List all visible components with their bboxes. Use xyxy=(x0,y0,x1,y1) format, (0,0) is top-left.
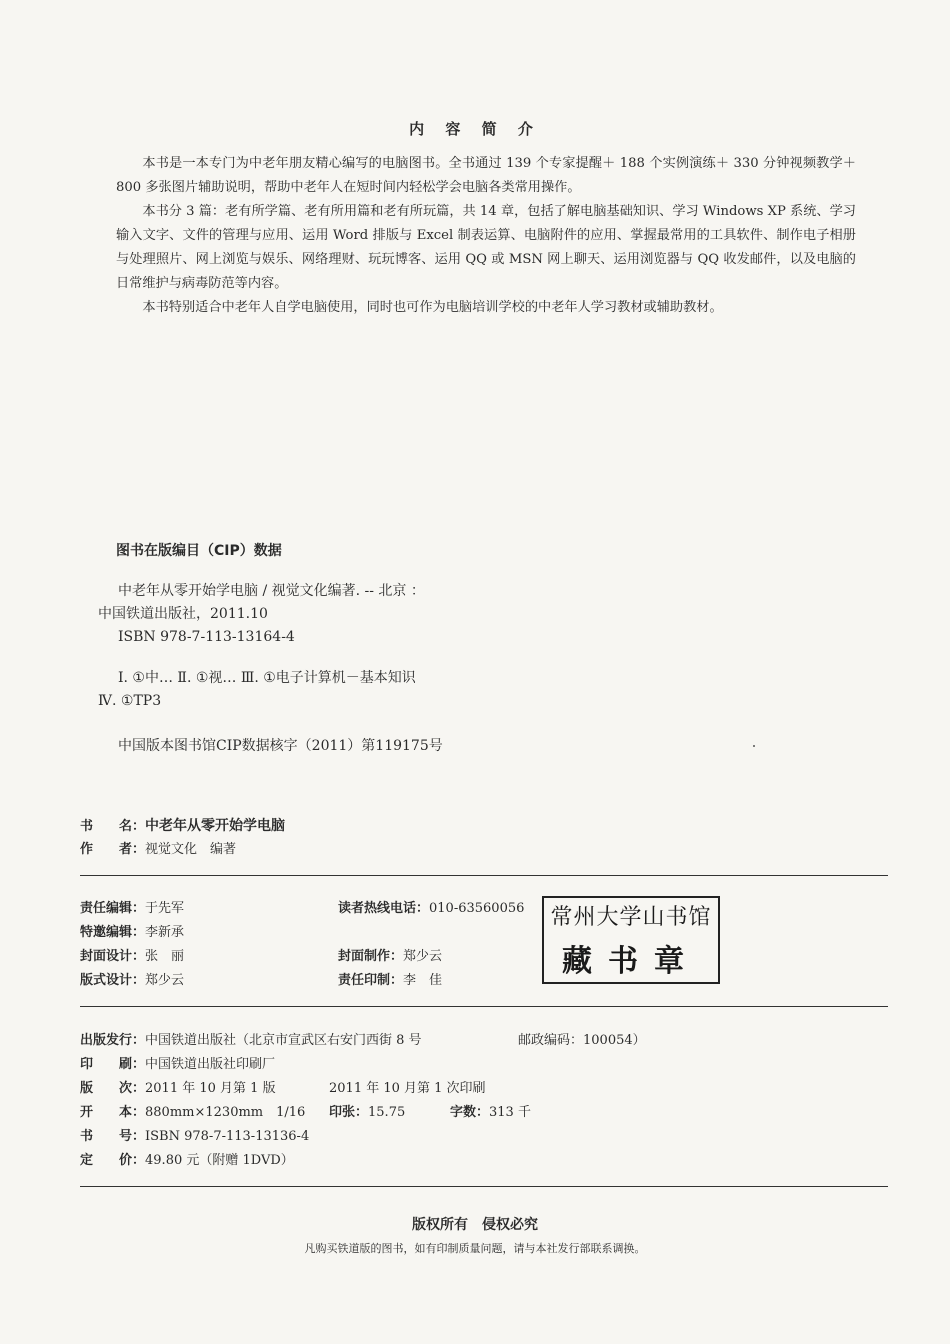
print-responsible-row xyxy=(338,969,442,988)
cover-design-row xyxy=(80,945,184,964)
intro-paragraph-3: 本书特别适合中老年人自学电脑使用，同时也可作为电脑培训学校的中老年人学习教材或辅助教材。 xyxy=(142,300,723,315)
book-name-row xyxy=(80,815,285,835)
sheets-label: 印张： xyxy=(329,1105,369,1120)
copyright-notice: 版权所有 侵权必究 xyxy=(412,1217,538,1233)
print-times-value: 2011 年 10 月第 1 次印刷 xyxy=(329,1081,486,1096)
cip-classification xyxy=(98,667,658,713)
responsible-editor-value: 于先军 xyxy=(145,901,185,916)
cip-title-line: 中老年从零开始学电脑 / 视觉文化编著. -- 北京 ： xyxy=(118,583,425,599)
cip-number xyxy=(98,735,658,758)
quality-notice: 凡购买铁道版的图书，如有印制质量问题，请与本社发行部联系调换。 xyxy=(304,1242,646,1255)
postcode-row xyxy=(518,1029,646,1048)
sheets-row xyxy=(329,1101,405,1120)
cover-make-row xyxy=(338,945,442,964)
cip-number-line: 中国版本图书馆CIP数据核字（2011）第119175号 xyxy=(118,738,443,754)
format-label: 开 本： xyxy=(80,1105,146,1120)
edition-value: 2011 年 10 月第 1 版 xyxy=(145,1081,276,1096)
edition-row xyxy=(80,1077,276,1096)
format-row xyxy=(80,1101,305,1120)
library-stamp xyxy=(542,896,720,984)
cip-class-line-2: Ⅳ. ①TP3 xyxy=(98,693,162,709)
sheets-value: 15.75 xyxy=(368,1105,406,1120)
layout-design-label: 版式设计： xyxy=(80,973,146,988)
divider-1 xyxy=(80,875,888,876)
special-editor-label: 特邀编辑： xyxy=(80,925,146,940)
print-responsible-value: 李 佳 xyxy=(403,973,443,988)
book-name-label: 书 名： xyxy=(80,819,146,834)
hotline-row xyxy=(338,897,524,916)
print-times-row xyxy=(329,1077,486,1096)
edition-label: 版 次： xyxy=(80,1081,146,1096)
stamp-line-2: 藏书章 xyxy=(562,944,700,979)
layout-design-row xyxy=(80,969,184,988)
cover-design-value: 张 丽 xyxy=(145,949,185,964)
words-value: 313 千 xyxy=(489,1105,531,1120)
publisher-label: 出版发行： xyxy=(80,1033,146,1048)
book-name-value: 中老年从零开始学电脑 xyxy=(145,818,286,834)
cip-publisher-line: 中国铁道出版社，2011.10 xyxy=(98,606,268,622)
format-value: 880mm×1230mm 1/16 xyxy=(145,1105,306,1120)
scan-speck xyxy=(753,745,755,747)
cip-record xyxy=(98,580,658,649)
author-row xyxy=(80,838,236,857)
publisher-value: 中国铁道出版社（北京市宣武区右安门西街 8 号 xyxy=(145,1033,422,1048)
price-label: 定 价： xyxy=(80,1153,146,1168)
intro-title: 内 容 简 介 xyxy=(409,120,541,138)
cover-design-label: 封面设计： xyxy=(80,949,146,964)
stamp-line-1: 常州大学山书馆 xyxy=(550,905,712,930)
postcode-label: 邮政编码： xyxy=(518,1033,584,1048)
printer-value: 中国铁道出版社印刷厂 xyxy=(145,1057,276,1072)
cip-heading: 图书在版编目（CIP）数据 xyxy=(116,543,282,559)
cover-make-value: 郑少云 xyxy=(403,949,443,964)
hotline-label: 读者热线电话： xyxy=(338,901,430,916)
printer-row xyxy=(80,1053,275,1072)
print-responsible-label: 责任印制： xyxy=(338,973,404,988)
cip-class-line: Ⅰ. ①中… Ⅱ. ①视… Ⅲ. ①电子计算机－基本知识 xyxy=(118,670,416,686)
responsible-editor-label: 责任编辑： xyxy=(80,901,146,916)
intro-text xyxy=(116,152,856,320)
words-row xyxy=(450,1101,531,1120)
author-value: 视觉文化 编著 xyxy=(145,842,237,857)
divider-2 xyxy=(80,1006,888,1007)
author-label: 作 者： xyxy=(80,842,146,857)
price-row xyxy=(80,1149,294,1168)
cip-isbn-line: ISBN 978-7-113-13164-4 xyxy=(118,629,295,645)
layout-design-value: 郑少云 xyxy=(145,973,185,988)
isbn-value: ISBN 978-7-113-13136-4 xyxy=(145,1129,310,1144)
hotline-value: 010-63560056 xyxy=(429,901,525,916)
responsible-editor-row xyxy=(80,897,184,916)
publisher-row xyxy=(80,1029,422,1048)
postcode-value: 100054） xyxy=(583,1033,646,1048)
special-editor-row xyxy=(80,921,184,940)
intro-paragraph-1: 本书是一本专门为中老年朋友精心编写的电脑图书。全书通过 139 个专家提醒＋ 188 个实例演练＋ 330 分钟视频教学＋ 800 多张图片辅助说明，帮助中老年人在短时间内轻松学会电脑各类常用操作。 xyxy=(116,156,856,195)
intro-paragraph-2: 本书分 3 篇：老有所学篇、老有所用篇和老有所玩篇，共 14 章，包括了解电脑基础知识、学习 Windows XP 系统、学习输入文字、文件的管理与应用、运用 Word 排版与 Excel 制表运算、电脑附件的应用、掌握最常用的工具软件、制作电子相册与处理照片、网上浏览与娱乐、网络理财、玩玩博客、运用 QQ 或 MSN 网上聊天、运用浏览器与 QQ 收发邮件，以及电脑的日常维护与病毒防范等内容。 xyxy=(116,204,856,291)
printer-label: 印 刷： xyxy=(80,1057,146,1072)
words-label: 字数： xyxy=(450,1105,490,1120)
special-editor-value: 李新承 xyxy=(145,925,185,940)
price-value: 49.80 元（附赠 1DVD） xyxy=(145,1153,294,1168)
divider-3 xyxy=(80,1186,888,1187)
isbn-row xyxy=(80,1125,309,1144)
isbn-label: 书 号： xyxy=(80,1129,146,1144)
cover-make-label: 封面制作： xyxy=(338,949,404,964)
